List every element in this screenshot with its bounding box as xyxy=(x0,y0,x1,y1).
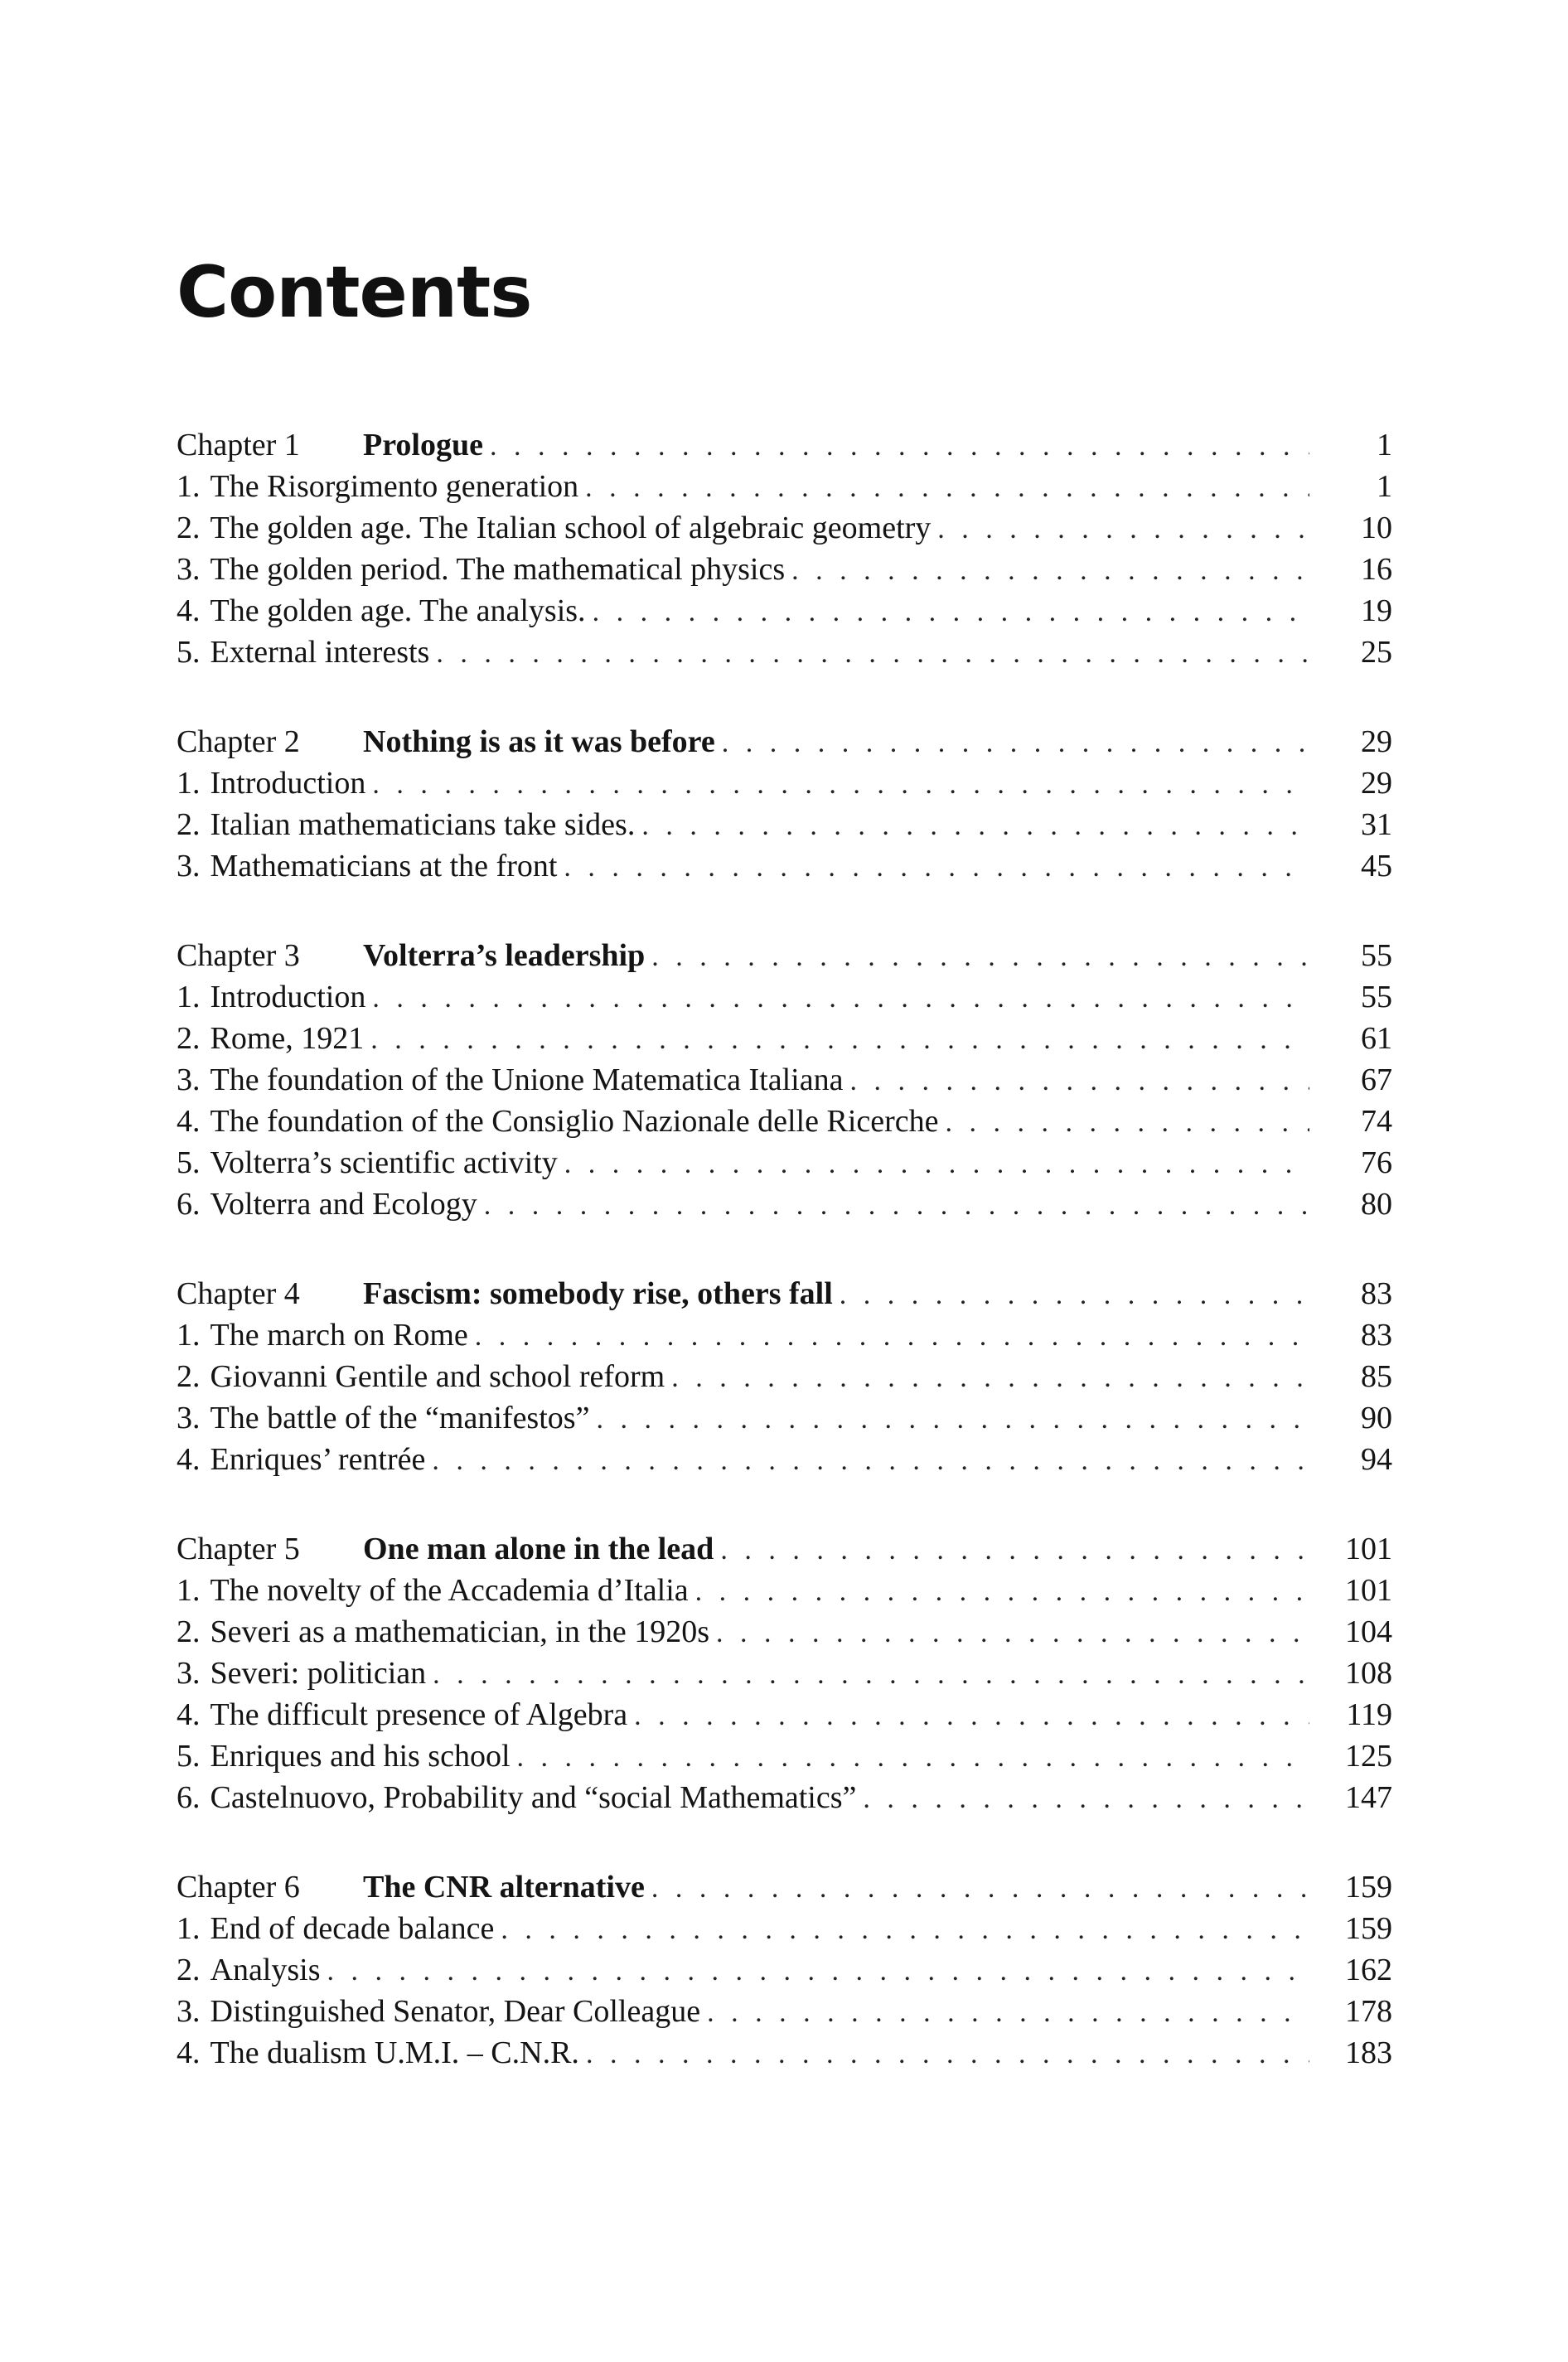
dot-leader xyxy=(641,806,1309,847)
section-title: Distinguished Senator, Dear Colleague xyxy=(210,1994,701,2029)
section-number: 5. xyxy=(177,635,201,670)
page-number: 25 xyxy=(1361,635,1392,670)
section-number: 2. xyxy=(177,1359,201,1394)
page-number: 178 xyxy=(1345,1994,1392,2029)
section-entry[interactable] xyxy=(177,804,1392,845)
dot-leader xyxy=(432,1440,1309,1482)
page-number: 108 xyxy=(1345,1656,1392,1691)
section-title: External interests xyxy=(210,635,430,670)
section-title: Introduction xyxy=(210,766,366,801)
page-number: 83 xyxy=(1361,1318,1392,1353)
page-number: 147 xyxy=(1345,1780,1392,1815)
page-number: 83 xyxy=(1361,1276,1392,1311)
section-number: 2. xyxy=(177,807,201,842)
chapter-label: Chapter 6 xyxy=(177,1870,300,1905)
page-number: 101 xyxy=(1345,1532,1392,1566)
chapter-block xyxy=(177,1273,1392,1480)
chapter-label: Chapter 4 xyxy=(177,1276,300,1311)
dot-leader xyxy=(593,592,1309,633)
chapter-block xyxy=(177,935,1392,1225)
section-number: 2. xyxy=(177,1021,201,1056)
page-number: 10 xyxy=(1361,511,1392,545)
section-title: Mathematicians at the front xyxy=(210,849,558,883)
section-entry[interactable] xyxy=(177,1735,1392,1777)
section-number: 3. xyxy=(177,1656,201,1691)
page-number: 80 xyxy=(1361,1187,1392,1222)
section-title: Volterra and Ecology xyxy=(210,1187,477,1222)
dot-leader xyxy=(695,1571,1309,1613)
section-number: 2. xyxy=(177,511,201,545)
section-title: Severi: politician xyxy=(210,1656,427,1691)
section-number: 4. xyxy=(177,1697,201,1732)
section-number: 2. xyxy=(177,1614,201,1649)
section-title: The dualism U.M.I. – C.N.R. xyxy=(210,2035,579,2070)
section-entry[interactable] xyxy=(177,1314,1392,1356)
section-number: 3. xyxy=(177,1994,201,2029)
section-entry[interactable] xyxy=(177,2032,1392,2074)
page-number: 1 xyxy=(1377,469,1392,504)
section-entry[interactable] xyxy=(177,845,1392,887)
section-title: The golden age. The Italian school of algebraic geometry xyxy=(210,511,932,545)
chapter-entry[interactable] xyxy=(177,935,1392,976)
chapter-title: Nothing is as it was before xyxy=(363,724,715,759)
section-entry[interactable] xyxy=(177,1059,1392,1101)
chapter-label: Chapter 2 xyxy=(177,724,300,759)
section-number: 3. xyxy=(177,552,201,587)
section-title: Italian mathematicians take sides. xyxy=(210,807,636,842)
dot-leader xyxy=(433,1654,1309,1696)
chapter-label: Chapter 5 xyxy=(177,1532,300,1566)
chapter-title: The CNR alternative xyxy=(363,1870,645,1905)
table-of-contents xyxy=(177,424,1392,2122)
page-title: Contents xyxy=(177,251,532,334)
section-number: 1. xyxy=(177,469,201,504)
section-number: 1. xyxy=(177,766,201,801)
page-number: 16 xyxy=(1361,552,1392,587)
page-number: 19 xyxy=(1361,593,1392,628)
dot-leader xyxy=(651,1868,1309,1909)
section-number: 4. xyxy=(177,1104,201,1139)
dot-leader xyxy=(634,1696,1309,1737)
chapter-entry[interactable] xyxy=(177,424,1392,466)
section-entry[interactable] xyxy=(177,632,1392,673)
section-title: The difficult presence of Algebra xyxy=(210,1697,628,1732)
section-number: 4. xyxy=(177,593,201,628)
section-entry[interactable] xyxy=(177,1397,1392,1439)
dot-leader xyxy=(863,1779,1309,1820)
section-number: 6. xyxy=(177,1780,201,1815)
dot-leader xyxy=(564,1144,1309,1185)
chapter-title: Fascism: somebody rise, others fall xyxy=(363,1276,833,1311)
section-number: 1. xyxy=(177,1318,201,1353)
page-number: 55 xyxy=(1361,980,1392,1014)
chapter-entry[interactable] xyxy=(177,1273,1392,1314)
section-entry[interactable] xyxy=(177,976,1392,1018)
section-entry[interactable] xyxy=(177,1142,1392,1183)
page-number: 159 xyxy=(1345,1911,1392,1946)
dot-leader xyxy=(840,1275,1309,1316)
dot-leader xyxy=(791,550,1309,592)
section-entry[interactable] xyxy=(177,1570,1392,1611)
section-title: The golden period. The mathematical physics xyxy=(210,552,786,587)
section-entry[interactable] xyxy=(177,762,1392,804)
chapter-title: Volterra’s leadership xyxy=(363,938,646,973)
section-entry[interactable] xyxy=(177,1908,1392,1949)
dot-leader xyxy=(327,1951,1310,1992)
page-number: 94 xyxy=(1361,1442,1392,1477)
chapter-label: Chapter 3 xyxy=(177,938,300,973)
page-number: 85 xyxy=(1361,1359,1392,1394)
dot-leader xyxy=(484,1185,1309,1227)
dot-leader xyxy=(490,426,1309,467)
dot-leader xyxy=(651,937,1309,978)
dot-leader xyxy=(720,1530,1309,1571)
dot-leader xyxy=(722,723,1309,764)
section-title: The march on Rome xyxy=(210,1318,468,1353)
section-entry[interactable] xyxy=(177,1611,1392,1653)
section-number: 4. xyxy=(177,1442,201,1477)
section-title: Introduction xyxy=(210,980,366,1014)
dot-leader xyxy=(501,1909,1309,1951)
chapter-title: Prologue xyxy=(363,428,483,462)
section-title: Castelnuovo, Probability and “social Mathematics” xyxy=(210,1780,857,1815)
page-number: 55 xyxy=(1361,938,1392,973)
dot-leader xyxy=(372,764,1309,806)
dot-leader xyxy=(596,1399,1309,1440)
page-number: 125 xyxy=(1345,1739,1392,1774)
section-number: 6. xyxy=(177,1187,201,1222)
dot-leader xyxy=(370,1019,1309,1061)
section-number: 3. xyxy=(177,849,201,883)
section-title: Analysis xyxy=(210,1953,321,1987)
chapter-label: Chapter 1 xyxy=(177,428,300,462)
section-title: Enriques’ rentrée xyxy=(210,1442,426,1477)
page-number: 162 xyxy=(1345,1953,1392,1987)
section-title: End of decade balance xyxy=(210,1911,495,1946)
section-entry[interactable] xyxy=(177,1991,1392,2032)
section-number: 4. xyxy=(177,2035,201,2070)
page-number: 90 xyxy=(1361,1401,1392,1435)
dot-leader xyxy=(372,978,1309,1019)
chapter-block xyxy=(177,1528,1392,1818)
section-number: 1. xyxy=(177,980,201,1014)
section-number: 3. xyxy=(177,1062,201,1097)
section-title: Rome, 1921 xyxy=(210,1021,365,1056)
section-entry[interactable] xyxy=(177,1694,1392,1735)
dot-leader xyxy=(707,1992,1309,2034)
page-number: 45 xyxy=(1361,849,1392,883)
section-title: Volterra’s scientific activity xyxy=(210,1145,558,1180)
section-entry[interactable] xyxy=(177,1949,1392,1991)
dot-leader xyxy=(517,1737,1309,1779)
chapter-entry[interactable] xyxy=(177,1528,1392,1570)
section-title: Enriques and his school xyxy=(210,1739,511,1774)
section-number: 5. xyxy=(177,1739,201,1774)
section-title: Severi as a mathematician, in the 1920s xyxy=(210,1614,710,1649)
chapter-entry[interactable] xyxy=(177,721,1392,762)
chapter-block xyxy=(177,721,1392,887)
dot-leader xyxy=(586,2034,1309,2075)
section-entry[interactable] xyxy=(177,549,1392,590)
dot-leader xyxy=(564,847,1309,888)
page-number: 101 xyxy=(1345,1573,1392,1608)
chapter-title: One man alone in the lead xyxy=(363,1532,714,1566)
section-title: The foundation of the Unione Matematica Italiana xyxy=(210,1062,844,1097)
section-title: The foundation of the Consiglio Nazionale delle Ricerche xyxy=(210,1104,939,1139)
section-entry[interactable] xyxy=(177,507,1392,549)
section-title: The novelty of the Accademia d’Italia xyxy=(210,1573,689,1608)
section-entry[interactable] xyxy=(177,1101,1392,1142)
dot-leader xyxy=(937,509,1309,550)
page-number: 119 xyxy=(1346,1697,1392,1732)
dot-leader xyxy=(475,1316,1309,1358)
section-entry[interactable] xyxy=(177,1653,1392,1694)
section-number: 1. xyxy=(177,1911,201,1946)
section-entry[interactable] xyxy=(177,1183,1392,1225)
section-number: 3. xyxy=(177,1401,201,1435)
chapter-entry[interactable] xyxy=(177,1866,1392,1908)
page-number: 29 xyxy=(1361,724,1392,759)
dot-leader xyxy=(946,1102,1310,1144)
section-entry[interactable] xyxy=(177,1356,1392,1397)
page-number: 159 xyxy=(1345,1870,1392,1905)
section-entry[interactable] xyxy=(177,590,1392,632)
page-number: 183 xyxy=(1345,2035,1392,2070)
chapter-block xyxy=(177,1866,1392,2074)
page-number: 31 xyxy=(1361,807,1392,842)
section-number: 1. xyxy=(177,1573,201,1608)
chapter-block xyxy=(177,424,1392,673)
page-number: 67 xyxy=(1361,1062,1392,1097)
section-number: 2. xyxy=(177,1953,201,1987)
dot-leader xyxy=(716,1613,1309,1654)
page-number: 61 xyxy=(1361,1021,1392,1056)
section-entry[interactable] xyxy=(177,1777,1392,1818)
page-number: 76 xyxy=(1361,1145,1392,1180)
page-number: 74 xyxy=(1361,1104,1392,1139)
page-number: 104 xyxy=(1345,1614,1392,1649)
dot-leader xyxy=(671,1358,1309,1399)
dot-leader xyxy=(849,1061,1309,1102)
section-number: 5. xyxy=(177,1145,201,1180)
section-entry[interactable] xyxy=(177,466,1392,507)
page-number: 29 xyxy=(1361,766,1392,801)
section-entry[interactable] xyxy=(177,1018,1392,1059)
dot-leader xyxy=(436,633,1309,675)
section-title: The battle of the “manifestos” xyxy=(210,1401,590,1435)
section-title: Giovanni Gentile and school reform xyxy=(210,1359,665,1394)
section-entry[interactable] xyxy=(177,1439,1392,1480)
page-number: 1 xyxy=(1377,428,1392,462)
section-title: The golden age. The analysis. xyxy=(210,593,586,628)
section-title: The Risorgimento generation xyxy=(210,469,579,504)
dot-leader xyxy=(585,467,1309,509)
